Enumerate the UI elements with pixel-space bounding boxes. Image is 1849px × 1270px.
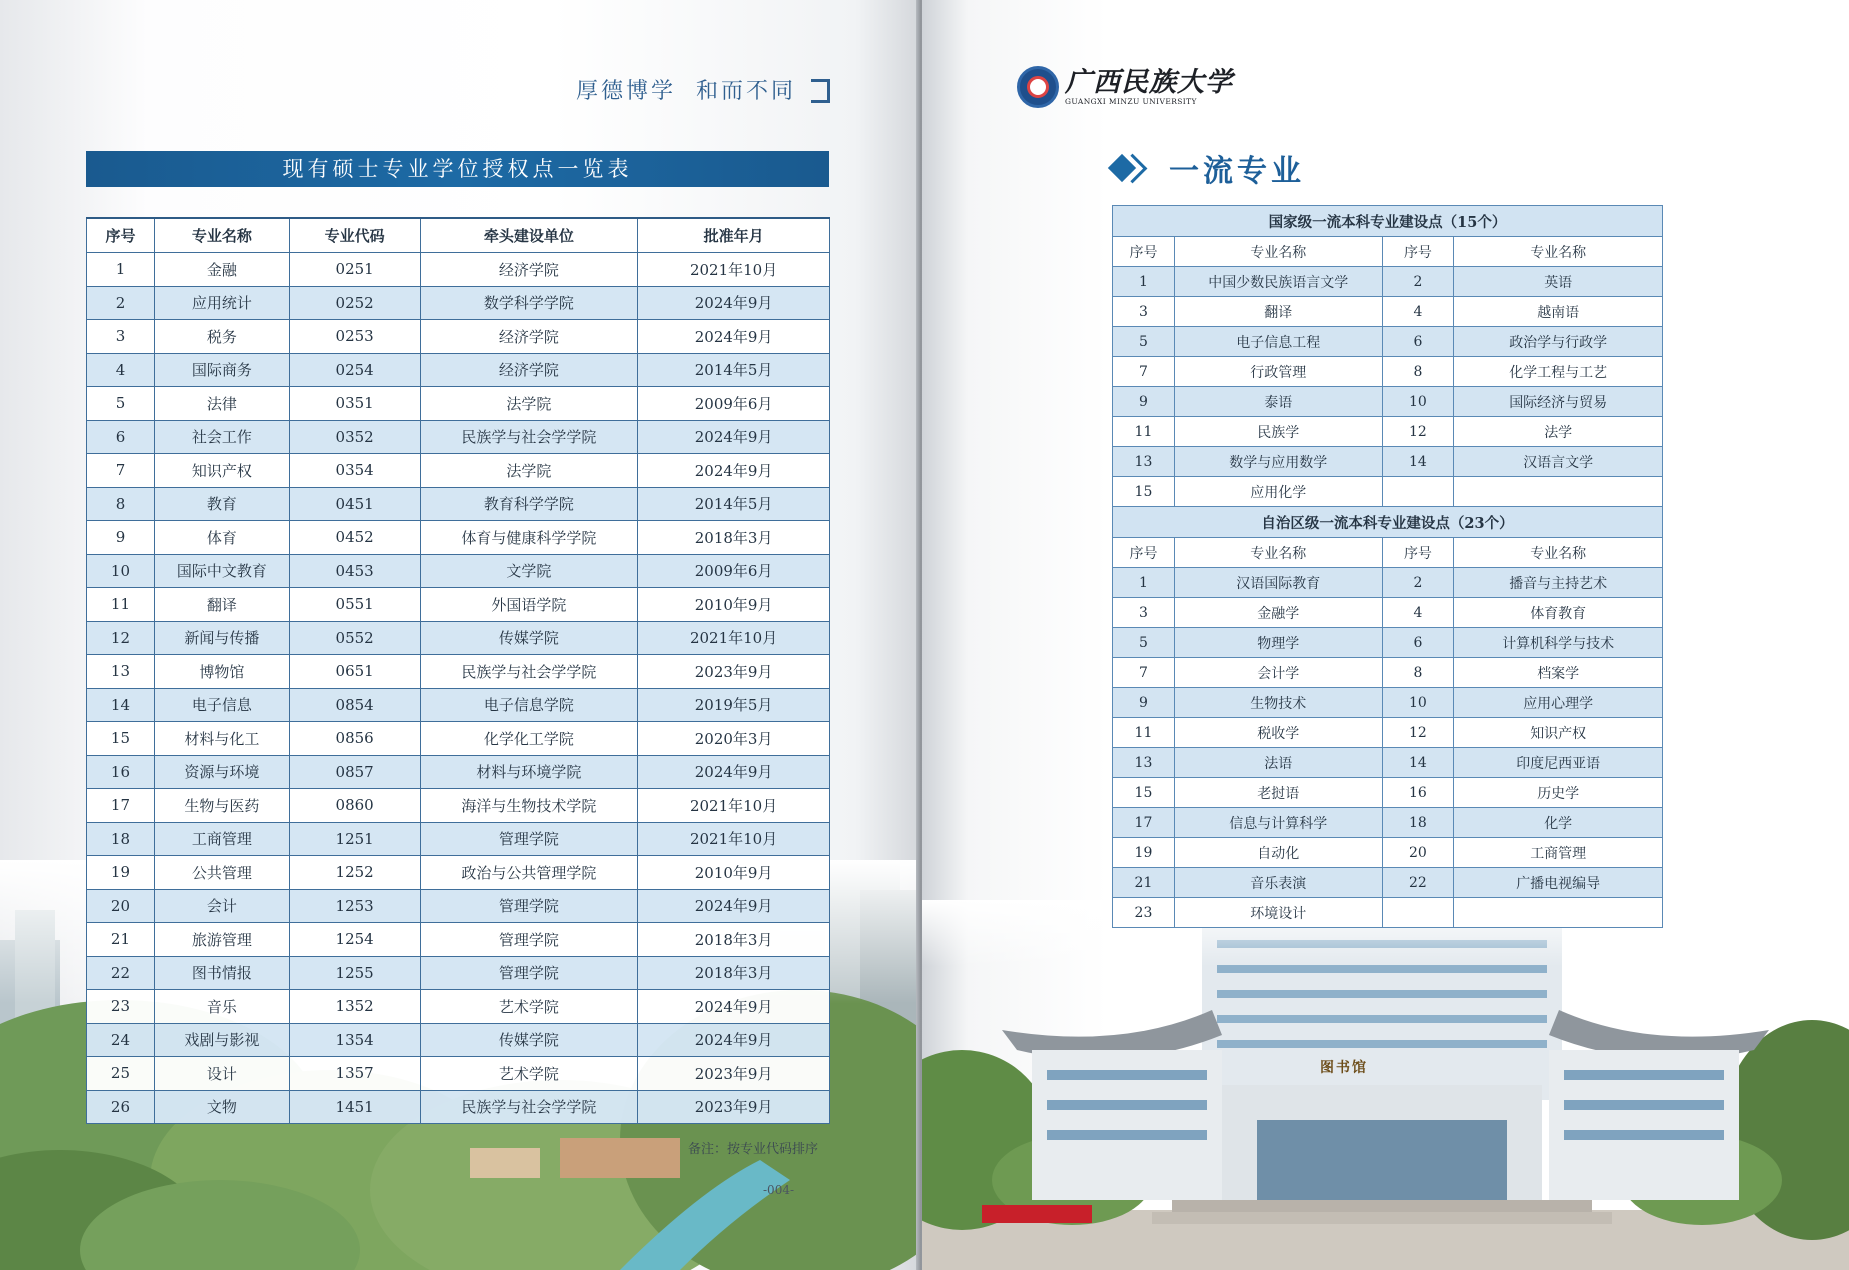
table-row <box>87 1090 830 1124</box>
table-cell: 13 <box>1113 447 1175 477</box>
left-page <box>0 0 920 1270</box>
table-cell: 2024年9月 <box>638 1023 830 1057</box>
table-cell: 艺术学院 <box>420 990 638 1024</box>
table-cell: 18 <box>87 822 155 856</box>
table-cell: 播音与主持艺术 <box>1454 568 1663 598</box>
table-cell: 0451 <box>289 487 420 521</box>
table-row <box>1113 898 1663 928</box>
table-cell: 印度尼西亚语 <box>1454 748 1663 778</box>
table-cell: 1357 <box>289 1057 420 1091</box>
table-cell: 民族学与社会学学院 <box>420 655 638 689</box>
table-cell: 政治学与行政学 <box>1454 327 1663 357</box>
table-cell: 1 <box>87 253 155 287</box>
university-logo <box>1017 66 1233 108</box>
table-cell: 老挝语 <box>1174 778 1382 808</box>
table-cell: 13 <box>87 655 155 689</box>
table-cell: 管理学院 <box>420 956 638 990</box>
table-cell: 传媒学院 <box>420 621 638 655</box>
table-row <box>1113 417 1663 447</box>
table-cell: 2010年9月 <box>638 588 830 622</box>
table-cell: 2018年3月 <box>638 521 830 555</box>
table-cell: 2024年9月 <box>638 454 830 488</box>
table-cell: 17 <box>1113 808 1175 838</box>
table-cell: 音乐 <box>154 990 289 1024</box>
table-cell: 1252 <box>289 856 420 890</box>
table-row <box>87 923 830 957</box>
table-row <box>87 286 830 320</box>
table-cell: 广播电视编导 <box>1454 868 1663 898</box>
table-cell: 设计 <box>154 1057 289 1091</box>
table-cell: 国际商务 <box>154 353 289 387</box>
header-cell: 专业代码 <box>289 218 420 253</box>
table-cell: 8 <box>1382 658 1454 688</box>
table-cell: 中国少数民族语言文学 <box>1174 267 1382 297</box>
table-header-row <box>87 218 830 253</box>
table-cell: 经济学院 <box>420 320 638 354</box>
table-cell: 2024年9月 <box>638 420 830 454</box>
table-cell: 环境设计 <box>1174 898 1382 928</box>
header-cell: 专业名称 <box>1174 237 1382 267</box>
table-cell: 19 <box>87 856 155 890</box>
table-cell: 法语 <box>1174 748 1382 778</box>
table-cell: 信息与计算科学 <box>1174 808 1382 838</box>
table-cell: 7 <box>1113 357 1175 387</box>
table-cell: 2 <box>1382 267 1454 297</box>
header-cell: 专业名称 <box>1174 538 1382 568</box>
table-cell: 汉语言文学 <box>1454 447 1663 477</box>
table-cell <box>1382 477 1454 507</box>
table-cell: 6 <box>1382 628 1454 658</box>
table-cell: 资源与环境 <box>154 755 289 789</box>
table-cell: 传媒学院 <box>420 1023 638 1057</box>
table-cell: 18 <box>1382 808 1454 838</box>
table-cell: 知识产权 <box>154 454 289 488</box>
table-cell: 工商管理 <box>1454 838 1663 868</box>
table-cell: 工商管理 <box>154 822 289 856</box>
table-cell: 体育教育 <box>1454 598 1663 628</box>
motto-part-1: 厚德博学 <box>575 79 676 104</box>
table-cell: 1255 <box>289 956 420 990</box>
table-cell: 12 <box>1382 417 1454 447</box>
table-cell: 21 <box>1113 868 1175 898</box>
table-cell: 2024年9月 <box>638 889 830 923</box>
table-cell: 0254 <box>289 353 420 387</box>
table-cell: 0856 <box>289 722 420 756</box>
table-cell: 管理学院 <box>420 923 638 957</box>
table-cell: 16 <box>1382 778 1454 808</box>
table-cell: 新闻与传播 <box>154 621 289 655</box>
table-cell <box>1382 898 1454 928</box>
table-cell: 15 <box>87 722 155 756</box>
table-cell: 21 <box>87 923 155 957</box>
table-cell: 文物 <box>154 1090 289 1124</box>
table-cell: 7 <box>1113 658 1175 688</box>
table-cell: 2021年10月 <box>638 789 830 823</box>
university-emblem-icon <box>1017 66 1059 108</box>
section-title: 一流专业 <box>1169 154 1305 189</box>
header-cell: 专业名称 <box>1454 237 1663 267</box>
table-cell: 7 <box>87 454 155 488</box>
table-cell: 15 <box>1113 778 1175 808</box>
national-group-title: 国家级一流本科专业建设点（15个） <box>1113 206 1663 237</box>
table-cell: 2023年9月 <box>638 655 830 689</box>
table-row <box>87 856 830 890</box>
table-cell: 26 <box>87 1090 155 1124</box>
table-cell: 法学院 <box>420 387 638 421</box>
section-heading <box>1112 146 1305 190</box>
table-cell: 0251 <box>289 253 420 287</box>
table-cell: 1251 <box>289 822 420 856</box>
table-cell: 9 <box>1113 387 1175 417</box>
table-cell: 8 <box>1382 357 1454 387</box>
table-cell: 生物技术 <box>1174 688 1382 718</box>
table-cell: 戏剧与影视 <box>154 1023 289 1057</box>
header-cell: 序号 <box>87 218 155 253</box>
table-cell: 翻译 <box>1174 297 1382 327</box>
table-cell: 23 <box>1113 898 1175 928</box>
table-cell: 24 <box>87 1023 155 1057</box>
table-cell: 14 <box>87 688 155 722</box>
table-cell: 应用心理学 <box>1454 688 1663 718</box>
table-cell: 税务 <box>154 320 289 354</box>
table-cell: 4 <box>1382 297 1454 327</box>
table-cell: 社会工作 <box>154 420 289 454</box>
table-cell: 国际中文教育 <box>154 554 289 588</box>
table-cell: 15 <box>1113 477 1175 507</box>
table-row <box>87 353 830 387</box>
table-cell: 文学院 <box>420 554 638 588</box>
page-number-left: -004- <box>763 1183 795 1197</box>
table-cell: 1 <box>1113 267 1175 297</box>
table-cell: 2024年9月 <box>638 755 830 789</box>
table-row <box>1113 748 1663 778</box>
table-row <box>1113 808 1663 838</box>
regional-group-title: 自治区级一流本科专业建设点（23个） <box>1113 507 1663 538</box>
table-row <box>87 320 830 354</box>
table-cell: 数学与应用数学 <box>1174 447 1382 477</box>
library-sign: 图书馆 <box>1320 1060 1368 1076</box>
table-cell: 5 <box>87 387 155 421</box>
table-cell: 6 <box>87 420 155 454</box>
header-cell: 专业名称 <box>154 218 289 253</box>
table-cell: 1451 <box>289 1090 420 1124</box>
table-cell: 1352 <box>289 990 420 1024</box>
table-cell: 翻译 <box>154 588 289 622</box>
motto-part-2: 和而不同 <box>695 79 796 104</box>
table-cell: 9 <box>87 521 155 555</box>
table-cell: 民族学与社会学学院 <box>420 1090 638 1124</box>
table-cell: 19 <box>1113 838 1175 868</box>
national-header-row <box>1113 237 1663 267</box>
table-cell: 9 <box>1113 688 1175 718</box>
university-name-cn: 广西民族大学 <box>1065 66 1233 98</box>
header-cell: 序号 <box>1382 538 1454 568</box>
header-cell: 序号 <box>1113 538 1175 568</box>
table-row <box>87 1023 830 1057</box>
table-cell: 生物与医药 <box>154 789 289 823</box>
table-row <box>1113 688 1663 718</box>
table-cell: 25 <box>87 1057 155 1091</box>
table-cell: 金融学 <box>1174 598 1382 628</box>
table-cell: 化学化工学院 <box>420 722 638 756</box>
table-cell: 8 <box>87 487 155 521</box>
table-row <box>1113 778 1663 808</box>
table-cell: 20 <box>87 889 155 923</box>
table-cell: 3 <box>1113 297 1175 327</box>
table-cell: 海洋与生物技术学院 <box>420 789 638 823</box>
table-cell: 2023年9月 <box>638 1090 830 1124</box>
table-row <box>87 889 830 923</box>
table-cell: 会计学 <box>1174 658 1382 688</box>
table-row <box>1113 718 1663 748</box>
table-cell: 10 <box>1382 688 1454 718</box>
table-cell: 应用化学 <box>1174 477 1382 507</box>
table-cell: 0651 <box>289 655 420 689</box>
table-cell: 政治与公共管理学院 <box>420 856 638 890</box>
table-cell: 越南语 <box>1454 297 1663 327</box>
table-row <box>1113 447 1663 477</box>
table-row <box>87 387 830 421</box>
table-cell <box>1454 898 1663 928</box>
table-cell: 0452 <box>289 521 420 555</box>
table-cell: 10 <box>87 554 155 588</box>
table-cell: 会计 <box>154 889 289 923</box>
table-cell: 12 <box>1382 718 1454 748</box>
table-row <box>1113 598 1663 628</box>
table-cell: 2024年9月 <box>638 990 830 1024</box>
table-cell: 体育 <box>154 521 289 555</box>
table-cell: 0552 <box>289 621 420 655</box>
table-row <box>1113 297 1663 327</box>
table-row <box>87 722 830 756</box>
table-cell: 14 <box>1382 447 1454 477</box>
table-cell: 汉语国际教育 <box>1174 568 1382 598</box>
table-cell: 经济学院 <box>420 253 638 287</box>
library-building-image <box>922 900 1849 1270</box>
table-row <box>1113 658 1663 688</box>
school-motto <box>576 74 830 105</box>
table-cell: 0351 <box>289 387 420 421</box>
table-cell: 法学 <box>1454 417 1663 447</box>
right-page <box>922 0 1849 1270</box>
table-row <box>87 588 830 622</box>
university-name-en: GUANGXI MINZU UNIVERSITY <box>1065 96 1197 106</box>
table-cell: 1253 <box>289 889 420 923</box>
table-row <box>87 956 830 990</box>
table-cell: 22 <box>1382 868 1454 898</box>
table-cell: 4 <box>87 353 155 387</box>
table-cell: 20 <box>1382 838 1454 868</box>
table-cell: 2 <box>87 286 155 320</box>
table-cell: 自动化 <box>1174 838 1382 868</box>
table-row <box>87 420 830 454</box>
table-cell: 税收学 <box>1174 718 1382 748</box>
table-cell: 12 <box>87 621 155 655</box>
table-cell: 博物馆 <box>154 655 289 689</box>
header-cell: 牵头建设单位 <box>420 218 638 253</box>
table-row <box>87 990 830 1024</box>
table-row <box>87 487 830 521</box>
table-cell: 材料与化工 <box>154 722 289 756</box>
table-row <box>87 688 830 722</box>
header-cell: 序号 <box>1382 237 1454 267</box>
table-cell: 2021年10月 <box>638 621 830 655</box>
table-cell: 0857 <box>289 755 420 789</box>
table-cell: 材料与环境学院 <box>420 755 638 789</box>
table-cell: 0854 <box>289 688 420 722</box>
table-cell: 2020年3月 <box>638 722 830 756</box>
table-cell: 1 <box>1113 568 1175 598</box>
first-class-majors-table <box>1112 205 1663 928</box>
table-cell: 泰语 <box>1174 387 1382 417</box>
table-row <box>87 621 830 655</box>
table-cell <box>1454 477 1663 507</box>
table-cell: 2018年3月 <box>638 956 830 990</box>
table-row <box>87 789 830 823</box>
table-row <box>87 521 830 555</box>
table-cell: 电子信息 <box>154 688 289 722</box>
table-cell: 应用统计 <box>154 286 289 320</box>
table-cell: 2021年10月 <box>638 253 830 287</box>
table-cell: 0860 <box>289 789 420 823</box>
table-cell: 2024年9月 <box>638 286 830 320</box>
table-cell: 电子信息学院 <box>420 688 638 722</box>
table-row <box>87 655 830 689</box>
table-row <box>1113 568 1663 598</box>
table-cell: 教育科学学院 <box>420 487 638 521</box>
table-cell: 英语 <box>1454 267 1663 297</box>
table-cell: 0354 <box>289 454 420 488</box>
table-cell: 11 <box>1113 417 1175 447</box>
table-cell: 13 <box>1113 748 1175 778</box>
table-cell: 17 <box>87 789 155 823</box>
table-cell: 0352 <box>289 420 420 454</box>
table-cell: 知识产权 <box>1454 718 1663 748</box>
table-cell: 国际经济与贸易 <box>1454 387 1663 417</box>
table-cell: 23 <box>87 990 155 1024</box>
table-cell: 管理学院 <box>420 822 638 856</box>
table-cell: 经济学院 <box>420 353 638 387</box>
table-cell: 法学院 <box>420 454 638 488</box>
table-row <box>87 253 830 287</box>
table-cell: 艺术学院 <box>420 1057 638 1091</box>
table-cell: 民族学 <box>1174 417 1382 447</box>
table-cell: 电子信息工程 <box>1174 327 1382 357</box>
table-cell: 1354 <box>289 1023 420 1057</box>
table-cell: 22 <box>87 956 155 990</box>
table-cell: 0253 <box>289 320 420 354</box>
table-row <box>87 755 830 789</box>
table-cell: 教育 <box>154 487 289 521</box>
table-row <box>87 454 830 488</box>
table-cell: 体育与健康科学学院 <box>420 521 638 555</box>
table-cell: 2010年9月 <box>638 856 830 890</box>
table-cell: 管理学院 <box>420 889 638 923</box>
header-cell: 序号 <box>1113 237 1175 267</box>
table-cell: 10 <box>1382 387 1454 417</box>
table-cell: 音乐表演 <box>1174 868 1382 898</box>
table-row <box>1113 267 1663 297</box>
table-row <box>1113 628 1663 658</box>
table-cell: 公共管理 <box>154 856 289 890</box>
regional-group-title-row <box>1113 507 1663 538</box>
table-row <box>1113 868 1663 898</box>
table-cell: 2021年10月 <box>638 822 830 856</box>
regional-header-row <box>1113 538 1663 568</box>
table-cell: 历史学 <box>1454 778 1663 808</box>
table-cell: 化学 <box>1454 808 1663 838</box>
table-title-banner: 现有硕士专业学位授权点一览表 <box>86 151 829 187</box>
table-row <box>1113 327 1663 357</box>
table-cell: 16 <box>87 755 155 789</box>
table-cell: 0551 <box>289 588 420 622</box>
table-cell: 行政管理 <box>1174 357 1382 387</box>
table-row <box>87 822 830 856</box>
table-cell: 2019年5月 <box>638 688 830 722</box>
table-cell: 5 <box>1113 327 1175 357</box>
table-cell: 5 <box>1113 628 1175 658</box>
table-cell: 11 <box>1113 718 1175 748</box>
motto-bracket-icon <box>811 79 830 103</box>
table-row <box>1113 477 1663 507</box>
header-cell: 批准年月 <box>638 218 830 253</box>
national-group-title-row <box>1113 206 1663 237</box>
master-degree-table <box>86 217 830 1124</box>
table-cell: 2009年6月 <box>638 554 830 588</box>
table-cell: 法律 <box>154 387 289 421</box>
table-row <box>1113 387 1663 417</box>
header-cell: 专业名称 <box>1454 538 1663 568</box>
table-cell: 1254 <box>289 923 420 957</box>
table-cell: 2023年9月 <box>638 1057 830 1091</box>
table-row <box>87 554 830 588</box>
table-cell: 6 <box>1382 327 1454 357</box>
table-cell: 2009年6月 <box>638 387 830 421</box>
table-cell: 3 <box>87 320 155 354</box>
table-cell: 外国语学院 <box>420 588 638 622</box>
table-cell: 2 <box>1382 568 1454 598</box>
table-cell: 4 <box>1382 598 1454 628</box>
table-cell: 0453 <box>289 554 420 588</box>
table-row <box>1113 357 1663 387</box>
table-cell: 数学科学学院 <box>420 286 638 320</box>
table-cell: 2014年5月 <box>638 487 830 521</box>
table-cell: 物理学 <box>1174 628 1382 658</box>
table-cell: 14 <box>1382 748 1454 778</box>
table-cell: 图书情报 <box>154 956 289 990</box>
table-cell: 化学工程与工艺 <box>1454 357 1663 387</box>
table-cell: 档案学 <box>1454 658 1663 688</box>
table-cell: 3 <box>1113 598 1175 628</box>
table-cell: 民族学与社会学学院 <box>420 420 638 454</box>
table-cell: 2024年9月 <box>638 320 830 354</box>
table-cell: 金融 <box>154 253 289 287</box>
table-row <box>87 1057 830 1091</box>
table-cell: 2014年5月 <box>638 353 830 387</box>
table-row <box>1113 838 1663 868</box>
table-cell: 11 <box>87 588 155 622</box>
table-note: 备注：按专业代码排序 <box>688 1142 819 1157</box>
table-cell: 0252 <box>289 286 420 320</box>
table-cell: 旅游管理 <box>154 923 289 957</box>
table-cell: 计算机科学与技术 <box>1454 628 1663 658</box>
table-cell: 2018年3月 <box>638 923 830 957</box>
